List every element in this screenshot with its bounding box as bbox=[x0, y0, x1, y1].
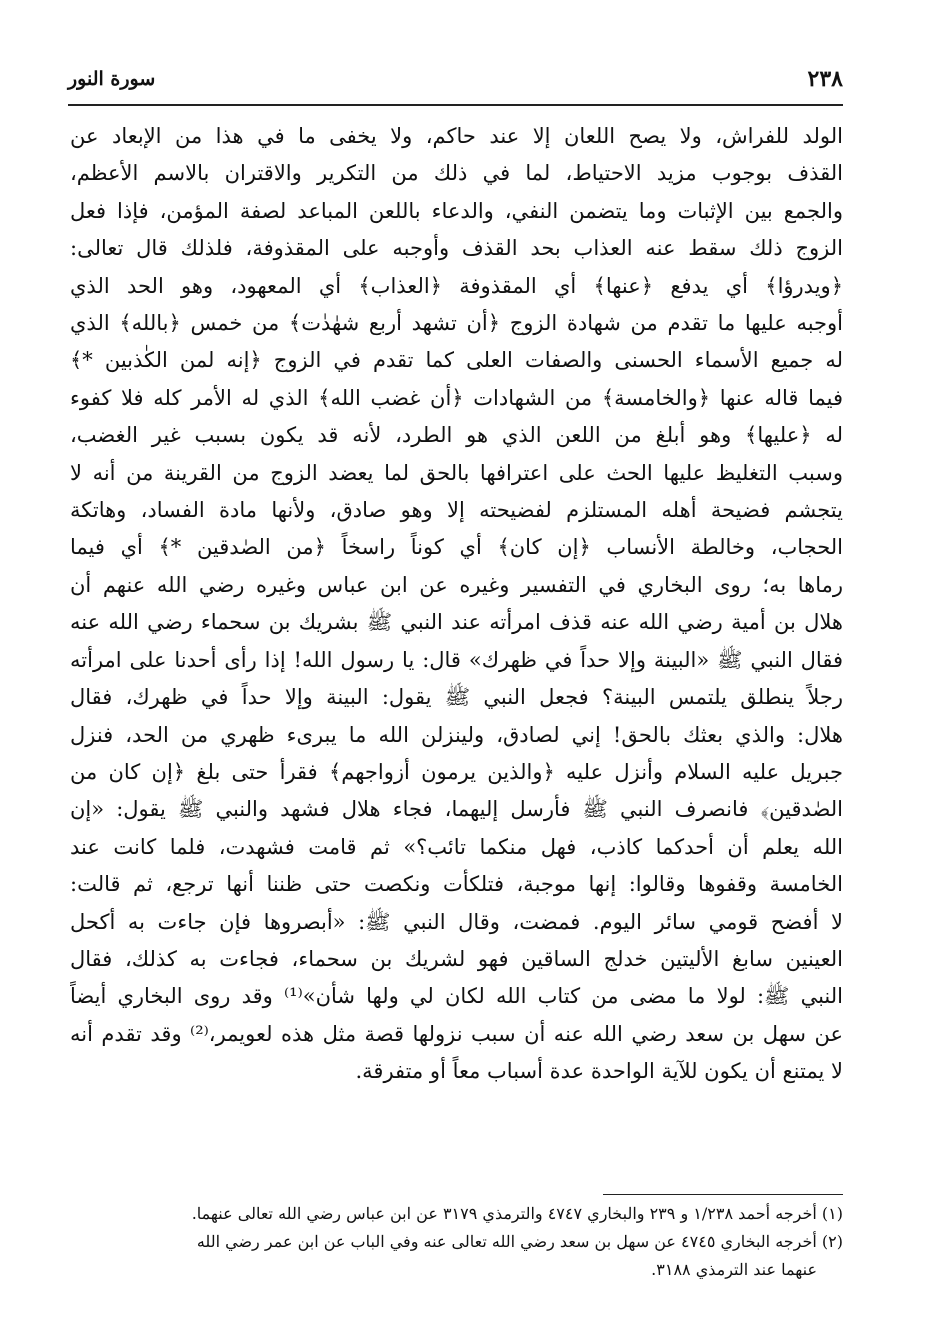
text-line: العينين سابغ الأليتين خدلج الساقين فهو لشريك بن سحماء، فجاءت به كذلك، فقال bbox=[70, 946, 843, 971]
text-line: الزوج ذلك سقط عنه العذاب بحد القذف وأوجبه على المقذوفة، فلذلك قال تعالى: bbox=[70, 236, 843, 261]
page-number: ٢٣٨ bbox=[807, 66, 843, 92]
text-line: جبريل عليه السلام وأنزل عليه ﴿والذين يرمون أزواجهم﴾ فقرأ حتى بلغ ﴿إن كان من bbox=[70, 759, 843, 784]
text-line: فيما قاله عنها ﴿والخامسة﴾ من الشهادات ﴿أن غضب الله﴾ الذي له الأمر كله فلا كفوء bbox=[70, 385, 843, 410]
text-line: الصٰدقين﴾ فانصرف النبي ﷺ فأرسل إليهما، فجاء هلال فشهد والنبي ﷺ يقول: «إن bbox=[70, 797, 843, 822]
footnote: (١) أخرجه أحمد ١/٢٣٨ و ٢٣٩ والبخاري ٤٧٤٧ والترمذي ٣١٧٩ عن ابن عباس رضي الله تعالى عنهما. bbox=[191, 1204, 843, 1223]
running-title: سورة النور bbox=[68, 68, 156, 90]
text-line: النبي ﷺ: لولا ما مضى من كتاب الله لكان لي ولها شأن»⁽¹⁾ وقد روى البخاري أيضاً bbox=[70, 984, 843, 1009]
footnote: (٢) أخرجه البخاري ٤٧٤٥ عن سهل بن سعد رضي الله تعالى عنه وفي الباب عن ابن عمر رضي الله bbox=[196, 1232, 843, 1251]
text-line: الحجاب، وخالطة الأنساب ﴿إن كان﴾ أي كوناً راسخاً ﴿من الصٰدقين *﴾ أي فيما bbox=[70, 535, 843, 560]
text-line: أوجبه عليها ما تقدم من شهادة الزوج ﴿أن تشهد أربع شهٰدٰت﴾ من خمس ﴿بالله﴾ الذي bbox=[70, 311, 843, 336]
text-line: رجلاً ينطلق يلتمس البينة؟ فجعل النبي ﷺ يقول: البينة وإلا حداً في ظهرك، فقال bbox=[70, 685, 843, 710]
footnote-continuation: عنهما عند الترمذي ٣١٨٨. bbox=[651, 1260, 817, 1279]
text-line: ﴿ويدرؤا﴾ أي يدفع ﴿عنها﴾ أي المقذوفة ﴿العذاب﴾ أي المعهود، وهو الحد الذي bbox=[70, 273, 843, 298]
text-line: وسبب التغليظ عليها الحث على اعترافها بالحق لما يعضد الزوج من القرينة من أنه لا bbox=[70, 460, 843, 485]
main-text bbox=[70, 118, 843, 1091]
text-line: رماها به؛ روى البخاري في التفسير وغيره عن ابن عباس وغيره رضي الله عنهم أن bbox=[70, 572, 843, 597]
text-line: الله يعلم أن أحدكما كاذب، فهل منكما تائب؟» ثم قامت فشهدت، فلما كانت عند bbox=[70, 834, 843, 859]
text-line: الخامسة وقفوها وقالوا: إنها موجبة، فتلكأت ونكصت حتى ظننا أنها ترجع، ثم قالت: bbox=[70, 872, 843, 897]
header-divider bbox=[68, 104, 843, 106]
text-line: له جميع الأسماء الحسنى والصفات العلى كما تقدم في الزوج ﴿إنه لمن الكٰذبين *﴾ bbox=[70, 348, 843, 373]
footnote-divider bbox=[603, 1194, 843, 1195]
text-line: والجمع بين الإثبات وما يتضمن النفي، والدعاء باللعن المباعد لصفة المؤمن، فإذا فعل bbox=[70, 198, 843, 223]
text-line: له ﴿عليها﴾ وهو أبلغ من اللعن الذي هو الطرد، لأنه قد يكون بسبب غير الغضب، bbox=[70, 423, 843, 448]
text-line: هلال بن أمية رضي الله عنه قذف امرأته عند النبي ﷺ بشريك بن سحماء رضي الله عنه bbox=[70, 610, 843, 635]
text-line: فقال النبي ﷺ «البينة وإلا حداً في ظهرك» قال: يا رسول الله! إذا رأى أحدنا على امرأته bbox=[70, 647, 843, 672]
text-line: لا يمتنع أن يكون للآية الواحدة عدة أسباب معاً أو متفرقة. bbox=[355, 1059, 843, 1084]
text-line: عن سهل بن سعد رضي الله عنه أن سبب نزولها قصة مثل هذه لعويمر،⁽²⁾ وقد تقدم أنه bbox=[70, 1021, 843, 1046]
text-line: القذف بوجوب مزيد الاحتياط، لما في ذلك من التكرير والاقتران بالاسم الأعظم، bbox=[70, 161, 843, 186]
text-line: هلال: والذي بعثك بالحق! إني لصادق، ولينزلن الله ما يبرىء ظهري من الحد، فنزل bbox=[70, 722, 843, 747]
text-line: يتجشم فضيحة أهله المستلزم لفضيحته إلا وهو صادق، ولأنها مادة الفساد، وهاتكة bbox=[70, 498, 843, 523]
page-header bbox=[68, 66, 843, 100]
footnotes bbox=[72, 1200, 843, 1284]
text-line: لا أفضح قومي سائر اليوم. فمضت، وقال النبي ﷺ: «أبصروها فإن جاءت به أكحل bbox=[70, 909, 843, 934]
text-line: الولد للفراش، ولا يصح اللعان إلا عند حاكم، ولا يخفى ما في هذا من الإبعاد عن bbox=[70, 124, 843, 148]
